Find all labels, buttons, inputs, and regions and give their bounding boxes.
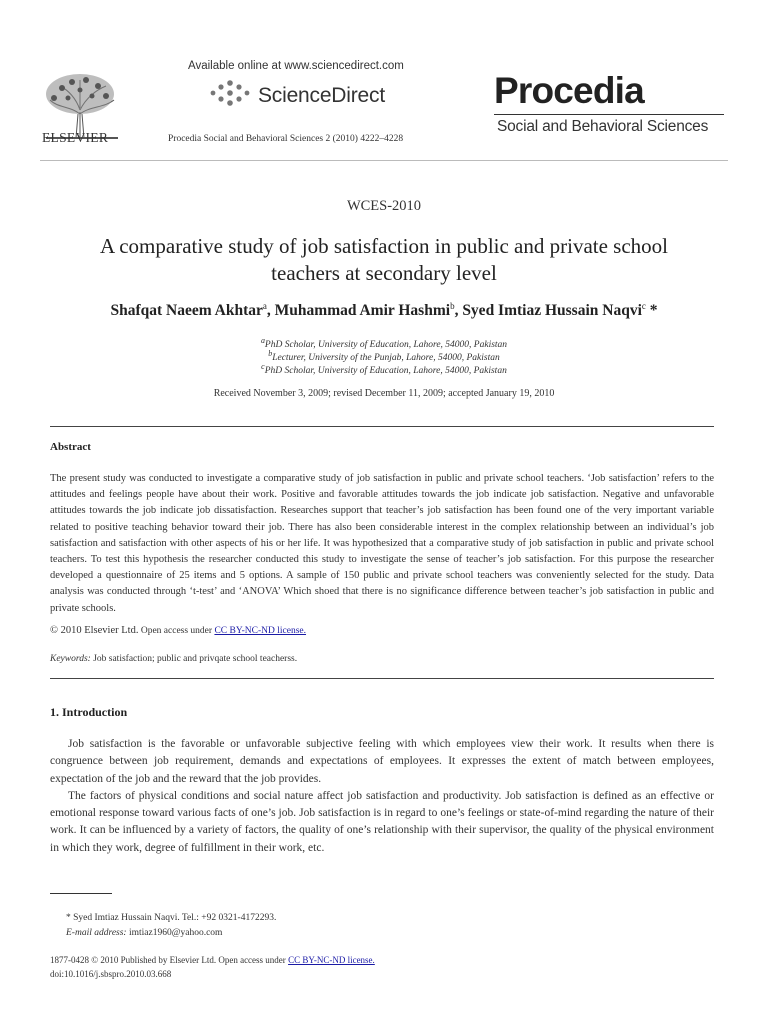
email-label: E-mail address: [66,928,127,938]
license-link[interactable]: CC BY-NC-ND license. [214,626,307,636]
footer-open-access: Open access under [216,955,289,965]
keywords-text: Job satisfaction; public and privqate school teacherss. [90,654,298,664]
affiliation-sup: a [260,336,265,345]
conference-name: WCES-2010 [346,198,422,214]
footer-license-link[interactable]: CC BY-NC-ND license. [288,955,375,965]
introduction-body [50,736,714,857]
affiliation-text: PhD Scholar, University of Education, Lahore, 54000, Pakistan [264,340,508,351]
footer-doi: doi:10.1016/j.sbspro.2010.03.668 [50,969,172,979]
procedia-wordmark: Procedia [494,70,644,111]
author-list: Shafqat Naeem Akhtar$^a$, Muhammad Amir Hashmi$^b$, Syed Imtiaz Hussain Naqvi$^c$ * [110,301,658,320]
intro-paragraph: Job satisfaction is the favorable or unfavorable subjective feeling with which employees view their work. It results when there is congruence between job requirement, demands and expectations of employees. It expresses the extent of match between employees, expectation of the job and the reward that the job provides. [50,738,714,785]
section-heading-introduction: 1. Introduction [50,705,128,719]
footnote-contact: * Syed Imtiaz Hussain Naqvi. Tel.: +92 0321-4172293. [66,913,277,923]
paper-title [40,233,728,287]
affiliation-sup: c [261,362,265,371]
copyright-text: © 2010 Elsevier Ltd. [50,625,139,636]
author-sup: a [262,301,267,311]
email-address: imtiaz1960@yahoo.com [126,928,223,938]
title-line-2: teachers at secondary level [271,261,497,285]
journal-reference: Procedia Social and Behavioral Sciences 2 (2010) 4222–4228 [168,134,404,144]
author-sup: b [450,301,455,311]
abstract-heading: Abstract [50,441,91,453]
procedia-divider [494,114,724,115]
sciencedirect-wordmark: ScienceDirect [258,84,385,107]
keywords-label: Keywords: [50,654,91,664]
author-sup: c [641,301,646,311]
affiliation-c [40,362,728,376]
abstract-body: The present study was conducted to investigate a comparative study of job satisfaction in public and private school teachers. ‘Job satisfaction’ refers to the attitudes and feelings people have about their work. Positive and favorable attitudes towards the job indicate job satisfaction. Negative and unfavorable attitudes towards the job indicate job dissatisfaction. Researches support that teacher’s job satisfaction has been found one of the very important variable related to positive teaching behavior toward their job. There has also been considerable interest in the complex relationship between an individual’s job satisfaction and satisfaction with other aspects of his or her life. It was hypothesized that a comparative study of job satisfaction in public and private school teachers. To test this hypothesis the researcher conducted this study to investigate the sense of teacher’s job satisfaction. For this purpose the researcher developed a questionnaire of 25 items and 5 options. A sample of 150 public and private school teachers was conveniently selected for the study. Data analysis was conducted through ‘t-test’ and ‘ANOVA’ Which shoed that there is no significance difference between teacher’s job satisfaction in public and private schools. [50,473,714,614]
author-name: Syed Imtiaz Hussain Naqvi [462,302,642,320]
affiliation-text: Lecturer, University of the Punjab, Lahore, 54000, Pakistan [272,353,500,364]
footer-issn [50,955,375,965]
footnote-rule [50,893,112,894]
footnote-email [66,928,222,938]
intro-paragraph: The factors of physical conditions and social nature affect job satisfaction and productivity. Job satisfaction is defined as an effective or emotional response toward various facts of one’s job. Job satisfaction is in regard to one’s feelings or state-of-mind regarding the nature of their work. It can be influenced by a variety of factors, the quality of one’s relationship with their supervisor, the quality of the physical environment in which they work, degree of fulfillment in their work, etc. [50,789,714,854]
header-divider [40,160,728,161]
elsevier-wordmark: ELSEVIER [42,130,109,145]
open-access-text: Open access under [138,626,215,636]
sciencedirect-dots-icon [207,79,253,107]
issn-text: 1877-0428 © 2010 Published by Elsevier Ltd. [50,955,217,965]
abstract-top-rule [50,426,714,427]
keywords [50,654,297,664]
affiliation-text: PhD Scholar, University of Education, Lahore, 54000, Pakistan [264,366,507,377]
corresponding-marker: * [649,302,658,320]
author-name: Shafqat Naeem Akhtar [110,302,263,320]
affiliation-sup: b [268,349,273,358]
abstract-copyright [50,625,306,636]
title-line-1: A comparative study of job satisfaction in public and private school [99,234,669,258]
author-name: Muhammad Amir Hashmi [274,302,451,320]
available-online-text: Available online at www.sciencedirect.com [188,60,404,72]
procedia-subtitle: Social and Behavioral Sciences [497,118,709,135]
abstract-bottom-rule [50,678,714,679]
received-dates: Received November 3, 2009; revised December 11, 2009; accepted January 19, 2010 [213,388,555,399]
